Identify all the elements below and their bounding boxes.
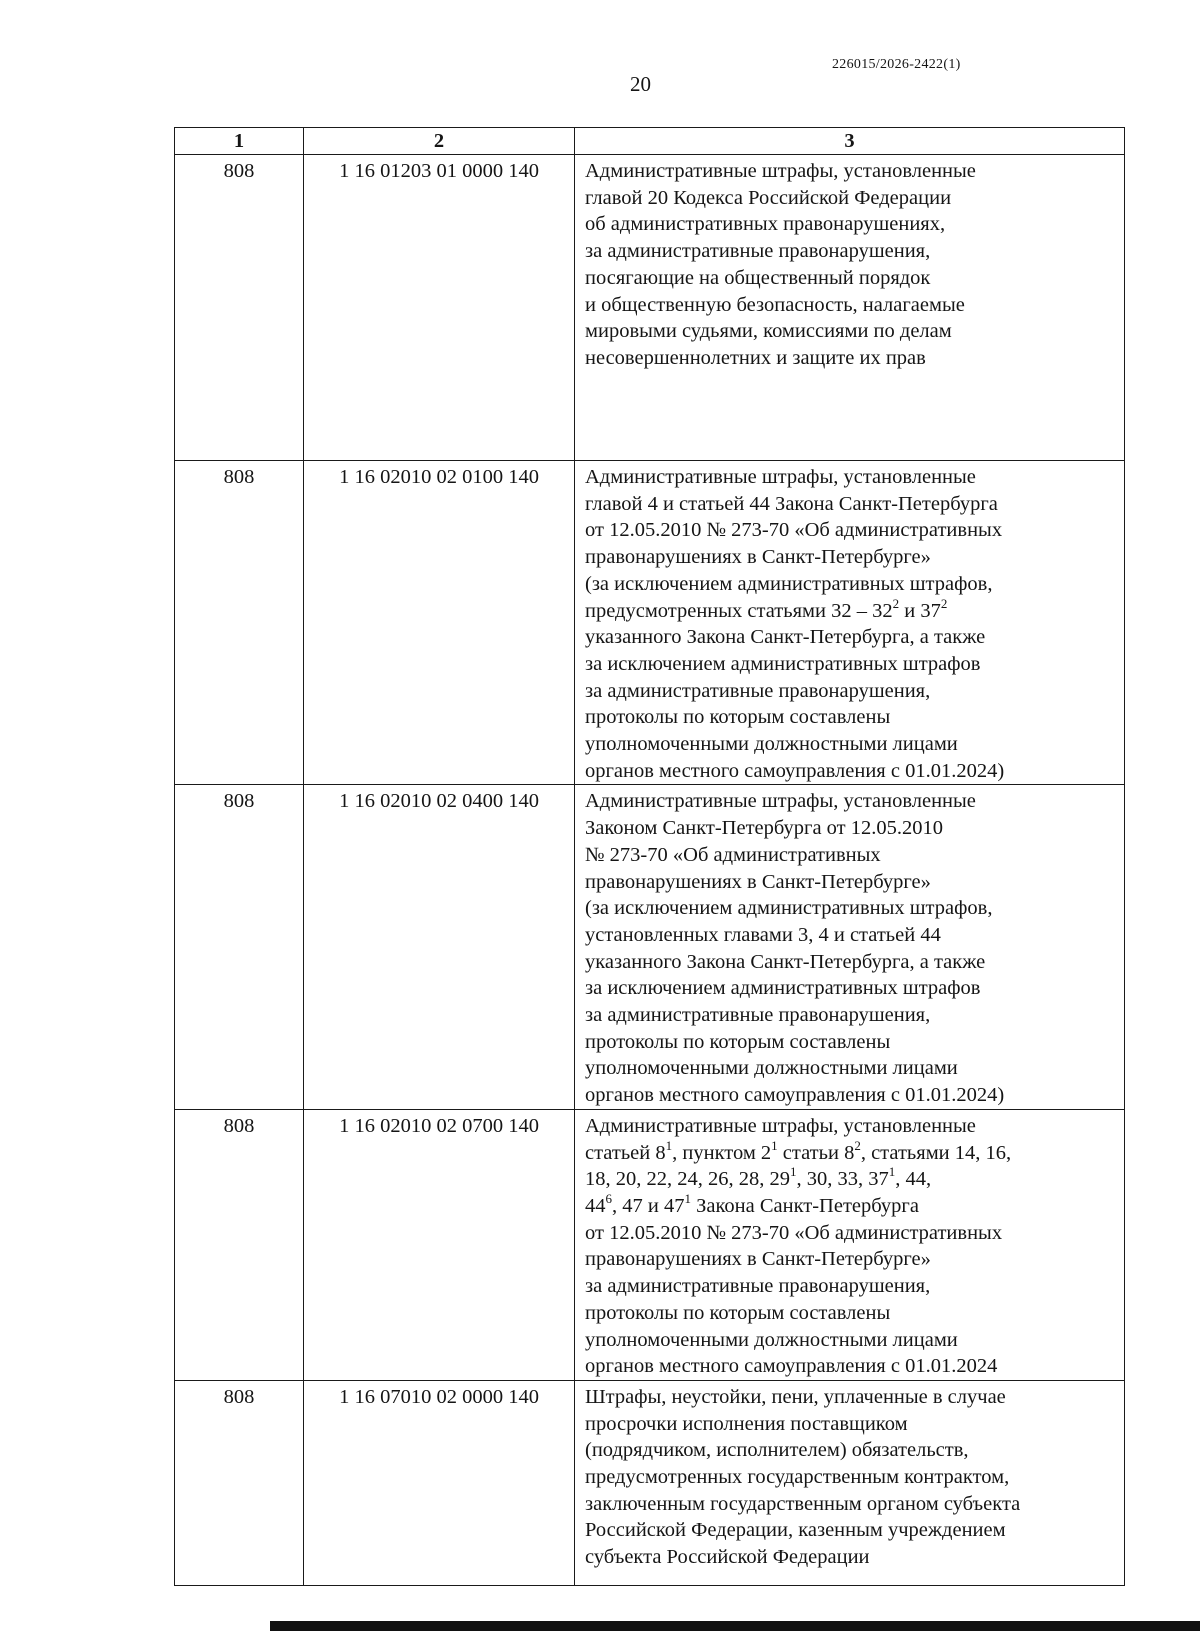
fines-table	[174, 127, 1125, 1586]
text-segment: уполномоченными должностными лицами	[585, 1328, 958, 1351]
description-line	[585, 491, 1120, 518]
text-segment: , статьями 14, 16,	[860, 1141, 1012, 1164]
description-line	[585, 464, 1120, 491]
text-segment: за административные правонарушения,	[585, 1275, 931, 1298]
description-line	[585, 158, 1120, 185]
description-line	[585, 704, 1120, 731]
text-segment: заключенным государственным органом субъекта	[585, 1492, 1021, 1515]
text-segment: от 12.05.2010 № 273-70 «Об административных	[585, 519, 1003, 542]
description-line	[585, 595, 1120, 625]
description-cell	[575, 155, 1125, 461]
kbk-code-cell: 1 16 01203 01 0000 140	[304, 155, 575, 461]
kbk-code-cell: 1 16 07010 02 0000 140	[304, 1380, 575, 1585]
text-segment: и общественную безопасность, налагаемые	[585, 293, 965, 316]
text-segment: предусмотренных статьями 32 – 32	[585, 599, 893, 622]
description-line	[585, 1273, 1120, 1300]
superscript: 1	[771, 1137, 778, 1153]
description-line	[585, 318, 1120, 345]
text-segment: (подрядчиком, исполнителем) обязательств,	[585, 1439, 969, 1462]
description-cell	[575, 1109, 1125, 1380]
description-line	[585, 1300, 1120, 1327]
text-segment: главой 20 Кодекса Российской Федерации	[585, 186, 952, 209]
column-header-3: 3	[575, 128, 1125, 155]
description-line	[585, 1464, 1120, 1491]
text-segment: установленных главами 3, 4 и статьей 44	[585, 923, 941, 946]
description-line	[585, 869, 1120, 896]
admin-code-cell: 808	[175, 461, 304, 785]
description-line	[585, 1082, 1120, 1109]
description-line	[585, 211, 1120, 238]
superscript: 1	[665, 1137, 673, 1153]
description-line	[585, 758, 1120, 785]
description-line	[585, 571, 1120, 598]
text-segment: , 30, 33, 37	[796, 1168, 889, 1191]
description-line	[585, 544, 1120, 571]
text-segment: органов местного самоуправления с 01.01.2024	[585, 1355, 998, 1378]
text-segment: просрочки исполнения поставщиком	[585, 1412, 908, 1435]
column-header-1: 1	[175, 128, 304, 155]
description-line	[585, 788, 1120, 815]
description-line	[585, 185, 1120, 212]
description-line	[585, 1055, 1120, 1082]
kbk-code-cell: 1 16 02010 02 0700 140	[304, 1109, 575, 1380]
text-segment: Штрафы, неустойки, пени, уплаченные в случае	[585, 1385, 1006, 1408]
text-segment: (за исключением административных штрафов,	[585, 897, 993, 920]
table-row	[175, 1109, 1125, 1380]
superscript: 2	[892, 595, 900, 611]
scan-edge-bar	[270, 1621, 1200, 1631]
text-segment: 18, 20, 22, 24, 26, 28, 29	[585, 1168, 790, 1191]
description-cell	[575, 785, 1125, 1109]
description-line	[585, 1491, 1120, 1518]
description-line	[585, 975, 1120, 1002]
description-line	[585, 731, 1120, 758]
page-number: 20	[630, 72, 651, 96]
superscript: 6	[605, 1190, 612, 1206]
kbk-code-cell: 1 16 02010 02 0400 140	[304, 785, 575, 1109]
description-line	[585, 1327, 1120, 1354]
text-segment: Закона Санкт-Петербурга	[690, 1194, 919, 1217]
table-row	[175, 155, 1125, 461]
text-segment: правонарушениях в Санкт-Петербурге»	[585, 546, 931, 569]
description-line	[585, 1220, 1120, 1247]
text-segment: (за исключением административных штрафов,	[585, 572, 993, 595]
table-header	[175, 128, 1125, 155]
description-line	[585, 1384, 1120, 1411]
text-segment: уполномоченными должностными лицами	[585, 733, 958, 756]
description-line	[585, 1166, 1120, 1193]
text-segment: и 37	[899, 599, 941, 622]
text-segment: правонарушениях в Санкт-Петербурге»	[585, 1248, 931, 1271]
description-line	[585, 1544, 1120, 1571]
text-segment: предусмотренных государственным контрактом,	[585, 1466, 1010, 1489]
description-line	[585, 265, 1120, 292]
description-line	[585, 1517, 1120, 1544]
description-line	[585, 1113, 1120, 1140]
description-line	[585, 1437, 1120, 1464]
superscript: 2	[940, 595, 948, 611]
text-segment: за административные правонарушения,	[585, 1004, 931, 1027]
column-header-2: 2	[304, 128, 575, 155]
document-id: 226015/2026-2422(1)	[832, 57, 961, 72]
admin-code-cell: 808	[175, 1109, 304, 1380]
description-line	[585, 949, 1120, 976]
description-line	[585, 678, 1120, 705]
description-line	[585, 345, 1120, 372]
table-body	[175, 155, 1125, 1586]
text-segment: , 47 и 47	[612, 1194, 685, 1217]
text-segment: указанного Закона Санкт-Петербурга, а также	[585, 950, 986, 973]
admin-code-cell: 808	[175, 1380, 304, 1585]
text-segment: статьи 8	[777, 1141, 855, 1164]
admin-code-cell: 808	[175, 785, 304, 1109]
description-line	[585, 1190, 1120, 1220]
text-segment: за административные правонарушения,	[585, 240, 931, 263]
description-line	[585, 292, 1120, 319]
text-segment: несовершеннолетних и защите их прав	[585, 346, 926, 369]
text-segment: за исключением административных штрафов	[585, 652, 981, 675]
text-segment: , 44,	[895, 1168, 932, 1191]
description-line	[585, 895, 1120, 922]
description-line	[585, 238, 1120, 265]
text-segment: протоколы по которым составлены	[585, 1030, 891, 1053]
text-segment: Административные штрафы, установленные	[585, 160, 976, 182]
description-line	[585, 815, 1120, 842]
text-segment: Административные штрафы, установленные	[585, 1114, 976, 1137]
text-segment: за административные правонарушения,	[585, 679, 931, 702]
text-segment: , пунктом 2	[672, 1141, 772, 1164]
table-row	[175, 1380, 1125, 1585]
description-cell	[575, 1380, 1125, 1585]
text-segment: за исключением административных штрафов	[585, 977, 981, 1000]
text-segment: уполномоченными должностными лицами	[585, 1057, 958, 1080]
text-segment: об административных правонарушениях,	[585, 213, 946, 236]
text-segment: органов местного самоуправления с 01.01.2024)	[585, 759, 1005, 782]
table-row	[175, 461, 1125, 785]
description-line	[585, 1137, 1120, 1167]
superscript: 1	[888, 1164, 896, 1180]
text-segment: протоколы по которым составлены	[585, 706, 891, 729]
description-line	[585, 517, 1120, 544]
text-segment: посягающие на общественный порядок	[585, 266, 931, 289]
text-segment: субъекта Российской Федерации	[585, 1546, 870, 1569]
text-segment: органов местного самоуправления с 01.01.2024)	[585, 1084, 1005, 1107]
description-line	[585, 624, 1120, 651]
text-segment: от 12.05.2010 № 273-70 «Об административных	[585, 1221, 1003, 1244]
description-line	[585, 651, 1120, 678]
description-cell	[575, 461, 1125, 785]
text-segment: мировыми судьями, комиссиями по делам	[585, 320, 952, 343]
text-segment: протоколы по которым составлены	[585, 1301, 891, 1324]
description-line	[585, 1246, 1120, 1273]
description-line	[585, 922, 1120, 949]
description-line	[585, 1353, 1120, 1380]
text-segment: правонарушениях в Санкт-Петербурге»	[585, 870, 931, 893]
text-segment: № 273-70 «Об административных	[585, 843, 881, 866]
description-line	[585, 1002, 1120, 1029]
text-segment: указанного Закона Санкт-Петербурга, а также	[585, 626, 986, 649]
superscript: 1	[684, 1190, 691, 1206]
superscript: 1	[790, 1164, 797, 1180]
description-line	[585, 1411, 1120, 1438]
description-line	[585, 1029, 1120, 1056]
superscript: 2	[854, 1137, 861, 1153]
text-segment: главой 4 и статьей 44 Закона Санкт-Петербурга	[585, 492, 998, 515]
text-segment: Российской Федерации, казенным учреждением	[585, 1519, 1006, 1542]
text-segment: Законом Санкт-Петербурга от 12.05.2010	[585, 817, 943, 840]
description-line	[585, 842, 1120, 869]
kbk-code-cell: 1 16 02010 02 0100 140	[304, 461, 575, 785]
text-segment: Административные штрафы, установленные	[585, 466, 976, 488]
admin-code-cell: 808	[175, 155, 304, 461]
header-row	[175, 128, 1125, 155]
table-row	[175, 785, 1125, 1109]
text-segment: статьей 8	[585, 1141, 666, 1164]
text-segment: 44	[585, 1194, 606, 1217]
text-segment: Административные штрафы, установленные	[585, 790, 976, 813]
